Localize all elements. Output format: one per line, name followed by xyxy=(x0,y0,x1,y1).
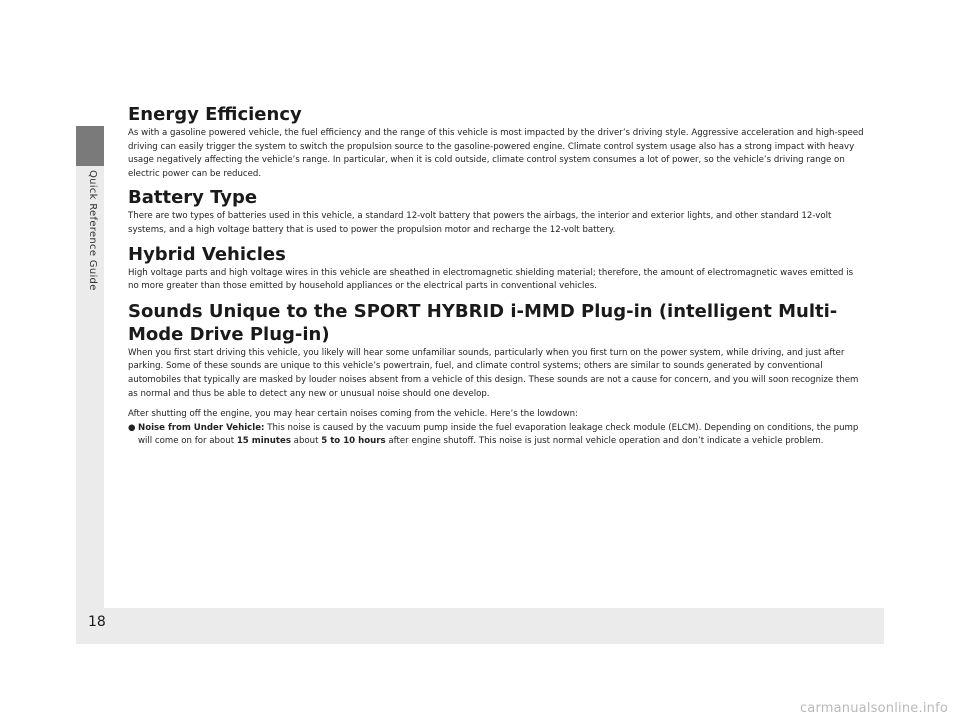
section-heading-battery: Battery Type xyxy=(128,187,258,209)
section-body-sounds-2: After shutting off the engine, you may hear certain noises coming from the vehicle. Here’s the lowdown: xyxy=(128,409,578,420)
bullet-bold-2: 5 to 10 hours xyxy=(321,436,386,447)
bullet-text-1: This noise is caused by the vacuum pump inside the fuel evaporation leakage check module (ELCM). Depending on conditions, the pump will come on for about xyxy=(138,422,859,447)
section-body-energy: As with a gasoline powered vehicle, the fuel efficiency and the range of this vehicle is most impacted by the driver’s driving style. Aggressive acceleration and high-speed driving can easily trigger the system to switch the propulsion source to the gasoline-powered engine. Climate control system usage also has a strong impact with heavy usage negatively affecting the vehicle’s range. In particular, when it is cold outside, climate control system consumes a lot of power, so the vehicle’s driving range on electric power can be reduced. xyxy=(128,128,864,179)
watermark: carmanualsonline.info xyxy=(799,701,948,716)
section-body-hybrid: High voltage parts and high voltage wires in this vehicle are sheathed in electromagnetic shielding material; therefore, the amount of electromagnetic waves emitted is no more greater than those emitted by household appliances or the electrical parts in conventional vehicles. xyxy=(128,267,854,292)
page-number: 18 xyxy=(88,614,106,630)
section-body-sounds: When you first start driving this vehicle, you likely will hear some unfamiliar sounds, particularly when you first turn on the power system, while driving, and just after parking. Some of these sounds are unique to this vehicle’s powertrain, fuel, and climate control systems; others are similar to sounds generated by conventional automobiles that typically are masked by louder noises absent from a vehicle of this design. These sounds are not a cause for concern, and you will soon recognize them as normal and thus be able to detect any new or unusual noise should one develop. xyxy=(128,347,859,399)
sidebar-label: Quick Reference Guide xyxy=(87,170,98,291)
section-heading-hybrid: Hybrid Vehicles xyxy=(128,243,286,265)
content-area xyxy=(104,92,884,608)
section-body-battery: There are two types of batteries used in this vehicle, a standard 12-volt battery that powers the airbags, the interior and exterior lights, and other standard 12-volt systems, and a high voltage battery that is used to power the propulsion motor and recharge the 12-volt battery. xyxy=(128,211,832,235)
section-tab xyxy=(76,126,104,166)
bullet-text xyxy=(138,422,864,449)
bullet-icon: ● xyxy=(128,422,136,433)
section-heading-sounds: Sounds Unique to the SPORT HYBRID i-MMD Plug-in (intelligent Multi-Mode Drive Plug-in) xyxy=(128,300,838,345)
bullet-text-3: after engine shutoff. This noise is just normal vehicle operation and don’t indicate a vehicle problem. xyxy=(385,436,824,447)
bullet-item xyxy=(128,422,864,449)
bullet-title: Noise from Under Vehicle: xyxy=(138,422,265,433)
section-heading-energy: Energy Efficiency xyxy=(128,104,302,125)
bullet-bold-1: 15 minutes xyxy=(236,436,291,447)
bullet-text-2: about xyxy=(290,436,322,447)
